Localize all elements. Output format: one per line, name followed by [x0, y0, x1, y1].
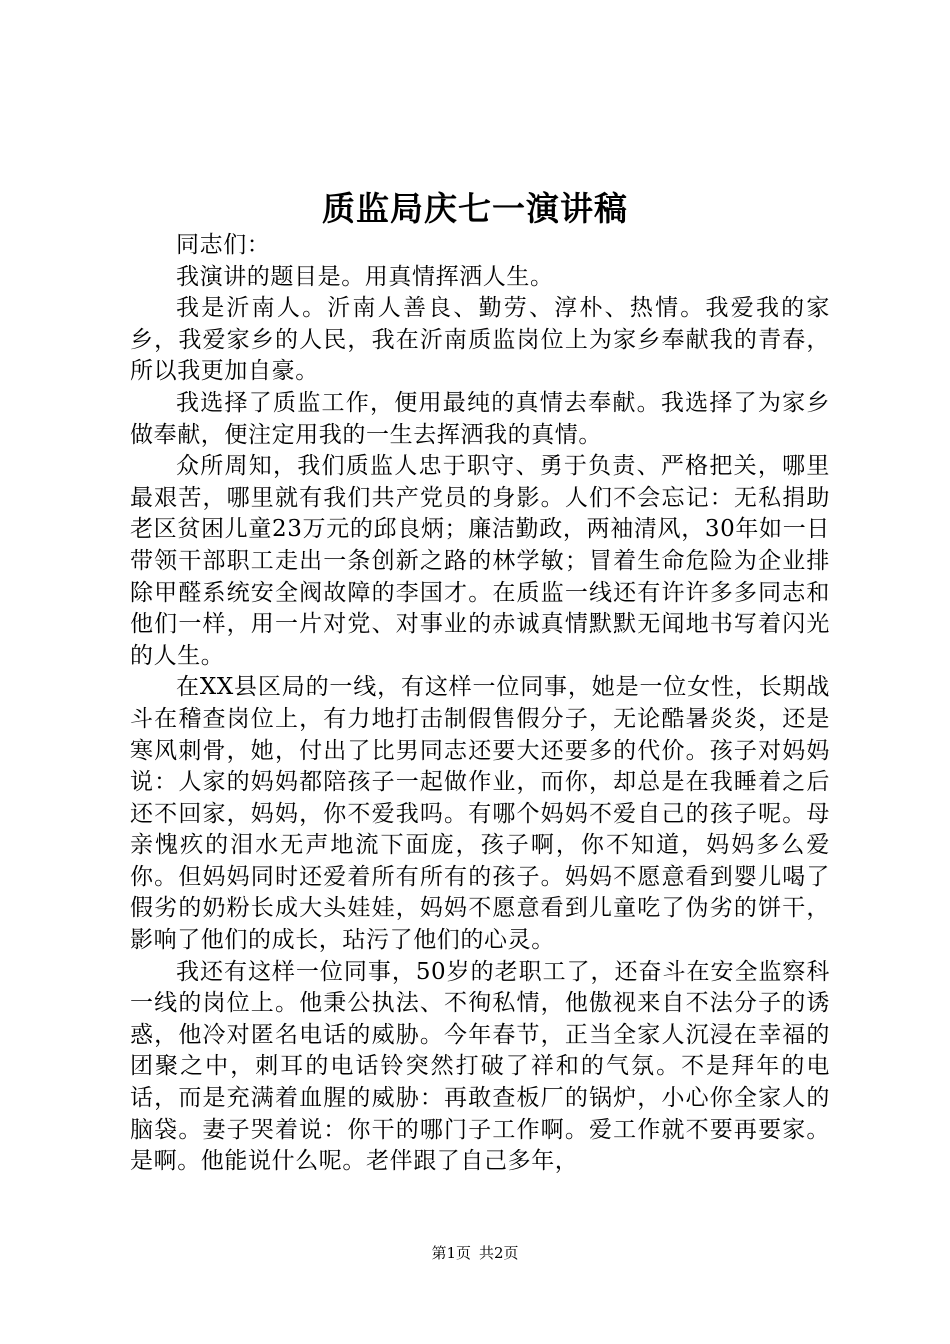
page-footer [0, 1243, 950, 1263]
page-total: 共2页 [479, 1244, 519, 1262]
body-paragraph: 我还有这样一位同事，50岁的老职工了，还奋斗在安全监察科一线的岗位上。他秉公执法、不徇私情，他傲视来自不法分子的诱惑，他冷对匿名电话的威胁。今年春节，正当全家人沉浸在幸福的团聚之中，刺耳的电话铃突然打破了祥和的气氛。不是拜年的电话，而是充满着血腥的威胁：再敢查板厂的锅炉，小心你全家人的脑袋。妻子哭着说：你干的哪门子工作啊。爱工作就不要再要家。是啊。他能说什么呢。老伴跟了自己多年， [130, 958, 830, 1175]
document-body [130, 230, 830, 1178]
body-paragraph: 我是沂南人。沂南人善良、勤劳、淳朴、热情。我爱我的家乡，我爱家乡的人民，我在沂南质监岗位上为家乡奉献我的青春，所以我更加自豪。 [130, 295, 830, 385]
page-number: 第1页 [431, 1244, 471, 1262]
body-paragraph: 众所周知，我们质监人忠于职守、勇于负责、严格把关，哪里最艰苦，哪里就有我们共产党员的身影。人们不会忘记：无私捐助老区贫困儿童23万元的邱良炳；廉洁勤政，两袖清风，30年如一日带领干部职工走出一条创新之路的林学敏；冒着生命危险为企业排除甲醛系统安全阀故障的李国才。在质监一线还有许许多多同志和他们一样，用一片对党、对事业的赤诚真情默默无闻地书写着闪光的人生。 [130, 453, 830, 669]
body-paragraph: 我选择了质监工作，便用最纯的真情去奉献。我选择了为家乡做奉献，便注定用我的一生去挥洒我的真情。 [130, 389, 830, 448]
salutation-paragraph: 同志们： [176, 232, 271, 258]
body-paragraph: 我演讲的题目是。用真情挥洒人生。 [176, 263, 554, 290]
body-paragraph: 在XX县区局的一线，有这样一位同事，她是一位女性，长期战斗在稽查岗位上，有力地打击制假售假分子，无论酷暑炎炎，还是寒风刺骨，她，付出了比男同志还要大还要多的代价。孩子对妈妈说：人家的妈妈都陪孩子一起做作业，而你，却总是在我睡着之后还不回家，妈妈，你不爱我吗。有哪个妈妈不爱自己的孩子呢。母亲愧疚的泪水无声地流下面庞，孩子啊，你不知道，妈妈多么爱你。但妈妈同时还爱着所有所有的孩子。妈妈不愿意看到婴儿喝了假劣的奶粉长成大头娃娃，妈妈不愿意看到儿童吃了伪劣的饼干，影响了他们的成长，玷污了他们的心灵。 [130, 674, 830, 954]
page-title: 质监局庆七一演讲稿 [322, 189, 628, 228]
